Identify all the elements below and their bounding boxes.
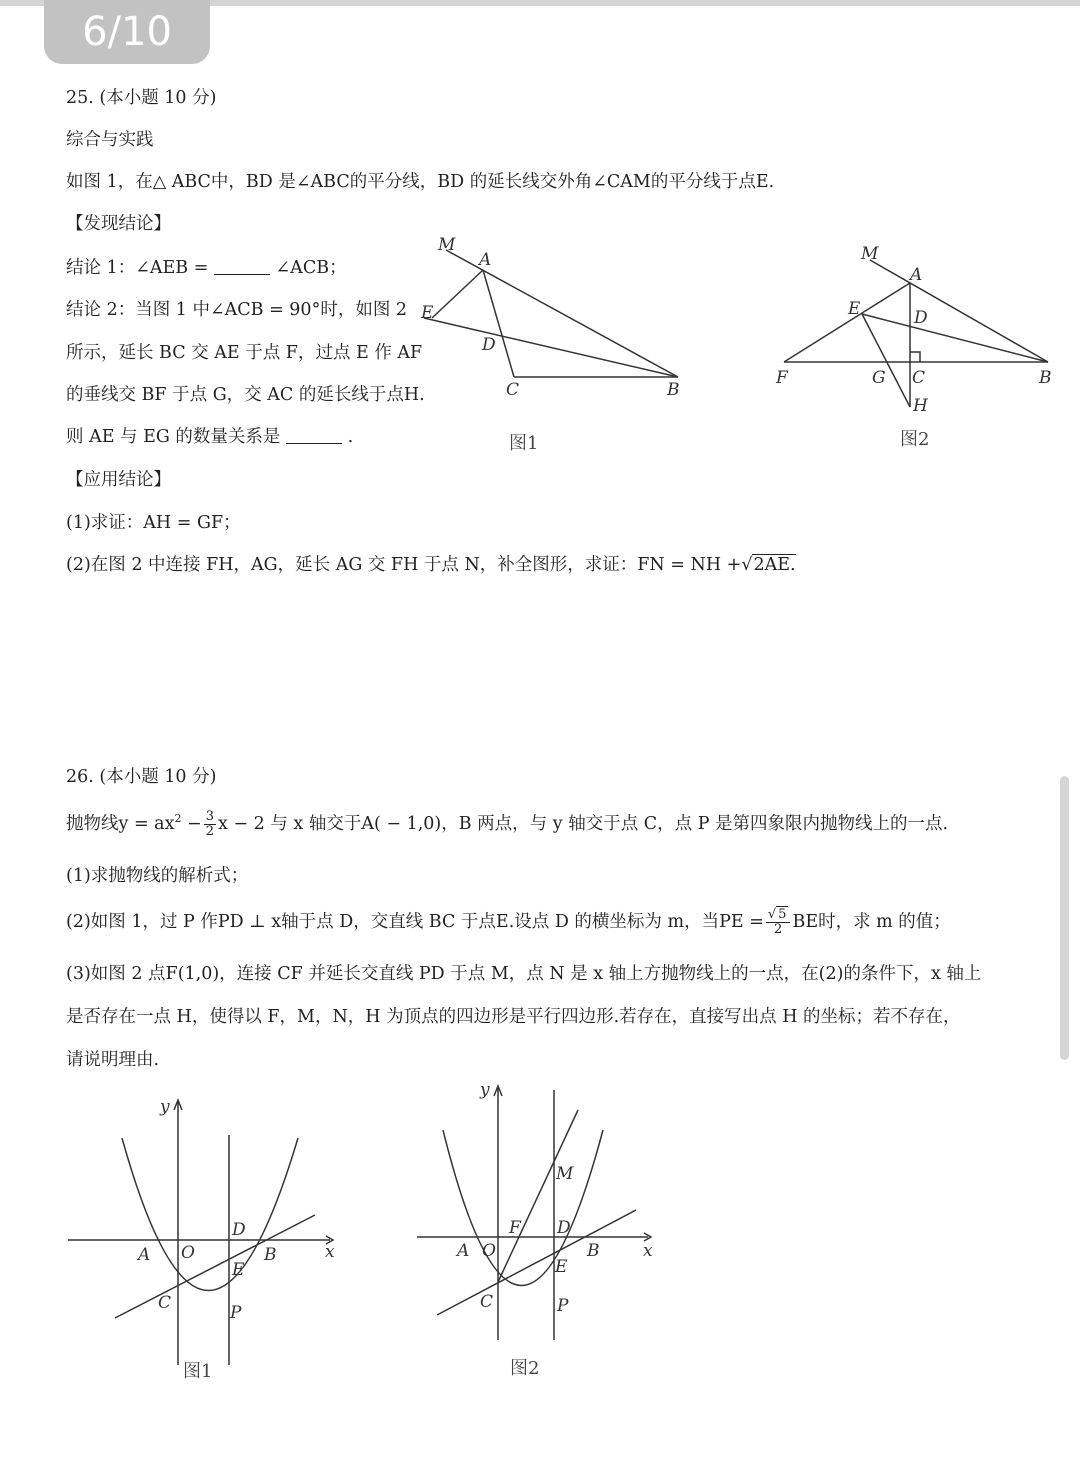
q26-intro-a: 抛物线y = ax (66, 814, 175, 834)
q26-part3-line3: 请说明理由. (66, 1050, 160, 1070)
q25-intro: 如图 1，在△ ABC中，BD 是∠ABC的平分线，BD 的延长线交外角∠CAM的平分线于点E. (66, 172, 775, 192)
fraction-denominator: 2 (205, 824, 214, 839)
q26-part2-a: (2)如图 1，过 P 作PD ⊥ x轴于点 D，交直线 BC 于点E.设点 D 的横坐标为 m，当PE = (66, 912, 764, 932)
label-C: C (912, 368, 926, 388)
q25-conclusion2-line3: 的垂线交 BF 于点 G，交 AC 的延长线于点H. (66, 385, 425, 405)
q25-conclusion2-line4-a: 则 AE 与 EG 的数量关系是 (66, 427, 281, 447)
figure-caption: 图2 (510, 1358, 540, 1379)
label-D: D (557, 1218, 571, 1238)
q26-part2-b: BE时，求 m 的值； (792, 912, 951, 932)
q25-conclusion2-line4 (66, 423, 353, 448)
label-O: O (181, 1243, 195, 1263)
q26-part3-line2: 是否存在一点 H，使得以 F，M，N，H 为顶点的四边形是平行四边形.若存在，直接写出点 H 的坐标；若不存在， (66, 1007, 961, 1027)
q26-figure2 (410, 1075, 670, 1385)
q25-conclusion1 (66, 254, 347, 279)
q26-part2 (66, 908, 951, 937)
label-B: B (1039, 368, 1052, 388)
label-A: A (479, 250, 492, 270)
answer-blank (286, 426, 342, 445)
fraction-denominator: 2 (774, 922, 783, 937)
sqrt-radicand: 5 (778, 907, 787, 922)
vertical-scrollbar[interactable] (1060, 776, 1069, 1060)
label-G: G (872, 368, 886, 388)
q26-intro-b: − (181, 814, 202, 834)
label-F: F (776, 368, 788, 388)
fraction-numerator: 3 (205, 809, 214, 824)
label-E: E (232, 1260, 245, 1280)
figure-caption: 图1 (183, 1361, 213, 1382)
label-P: P (230, 1303, 242, 1323)
answer-blank (214, 257, 270, 276)
q25-find-heading: 【发现结论】 (66, 214, 171, 234)
q26-header: 26. (本小题 10 分) (66, 767, 217, 787)
label-C: C (506, 380, 520, 400)
label-M: M (438, 235, 456, 255)
q26-intro-sup: 2 (174, 812, 182, 826)
q25-part1: (1)求证：AH = GF； (66, 513, 241, 533)
q25-conclusion2-line4-b: . (347, 427, 354, 447)
q25-figure1 (410, 230, 710, 460)
label-O: O (482, 1241, 496, 1261)
label-E: E (421, 303, 434, 323)
figure-caption: 图2 (900, 429, 930, 450)
label-M: M (861, 244, 879, 264)
fraction (204, 810, 216, 839)
q25-part2: (2)在图 2 中连接 FH，AG，延长 AG 交 FH 于点 N，补全图形，求证：FN = NH +√2AE. (66, 555, 796, 575)
axis-label-y: y (160, 1097, 170, 1117)
q25-conclusion1-a: 结论 1：∠AEB = (66, 258, 209, 278)
figure-caption: 图1 (509, 433, 539, 454)
q25-header: 25. (本小题 10 分) (66, 88, 217, 108)
label-C: C (158, 1293, 172, 1313)
q25-section: 综合与实践 (66, 130, 154, 150)
label-M: M (556, 1164, 574, 1184)
label-C: C (480, 1292, 494, 1312)
label-A: A (457, 1241, 470, 1261)
label-D: D (232, 1220, 246, 1240)
q25-conclusion2-line1: 结论 2：当图 1 中∠ACB = 90°时，如图 2 (66, 300, 408, 320)
q25-part2-a: (2)在图 2 中连接 FH，AG，延长 AG 交 FH 于点 N，补全图形，求证：FN = NH + (66, 555, 742, 575)
label-B: B (587, 1241, 600, 1261)
q26-intro-c: x − 2 与 x 轴交于A( − 1,0)，B 两点，与 y 轴交于点 C，点 P 是第四象限内抛物线上的一点. (218, 814, 949, 834)
q26-part3-line1: (3)如图 2 点F(1,0)，连接 CF 并延长交直线 PD 于点 M，点 N 是 x 轴上方抛物线上的一点，在(2)的条件下，x 轴上 (66, 964, 982, 984)
axis-label-y: y (480, 1080, 490, 1100)
label-E: E (555, 1257, 568, 1277)
q25-conclusion1-b: ∠ACB； (275, 258, 347, 278)
label-A: A (138, 1245, 151, 1265)
fraction-numerator: √ 5 (766, 908, 791, 923)
label-P: P (557, 1296, 569, 1316)
q25-apply-heading: 【应用结论】 (66, 470, 171, 490)
fraction (766, 908, 791, 937)
label-E: E (848, 299, 861, 319)
q26-figure1 (60, 1090, 360, 1390)
q25-figure2 (770, 235, 1070, 460)
label-F: F (509, 1218, 521, 1238)
q26-intro (66, 810, 948, 839)
label-B: B (667, 380, 680, 400)
label-A: A (910, 265, 923, 285)
label-D: D (482, 335, 496, 355)
page-indicator: 6/10 (44, 0, 210, 64)
label-D: D (914, 308, 928, 328)
axis-label-x: x (325, 1242, 335, 1262)
q26-part1: (1)求抛物线的解析式； (66, 866, 249, 886)
axis-label-x: x (643, 1241, 653, 1261)
label-B: B (264, 1245, 277, 1265)
q25-part2-b: 2AE. (753, 555, 796, 575)
label-H: H (913, 396, 928, 416)
q25-conclusion2-line2: 所示，延长 BC 交 AE 于点 F，过点 E 作 AF (66, 343, 423, 363)
